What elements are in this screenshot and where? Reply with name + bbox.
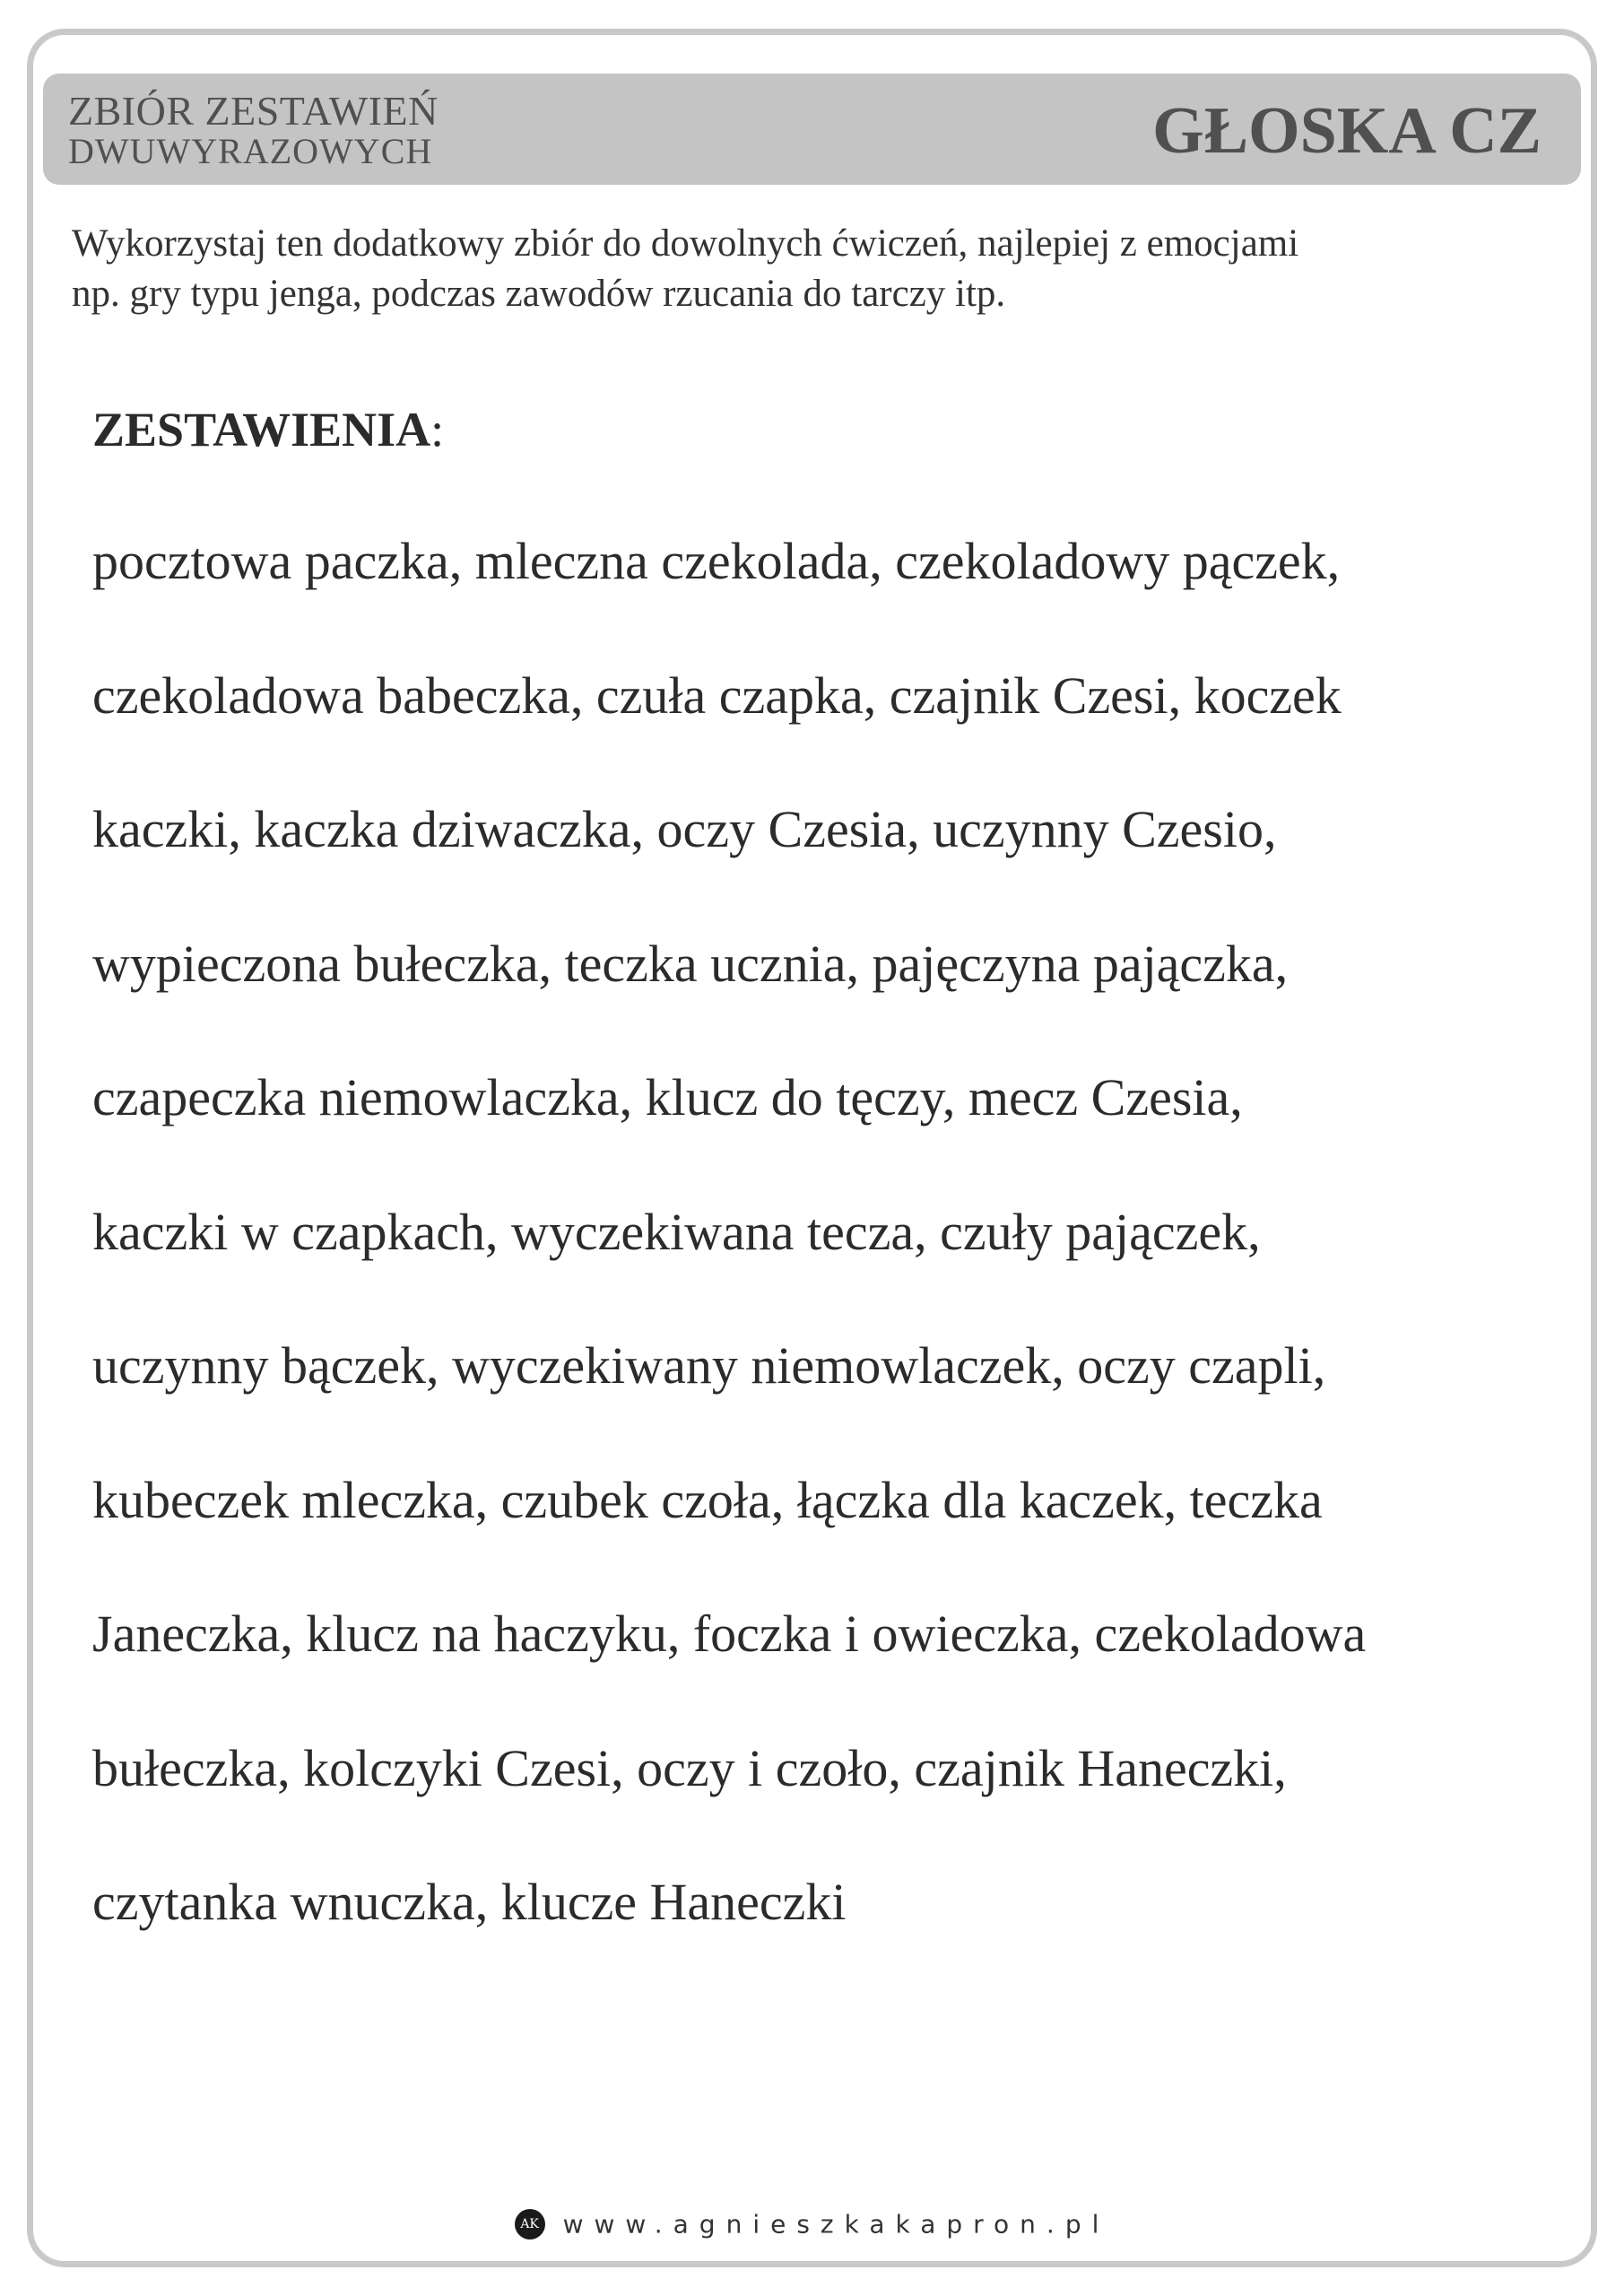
word-pairs-line: uczynny bączek, wyczekiwany niemowlaczek, oczy czapli, xyxy=(92,1336,1326,1395)
word-pairs-line: czytanka wnuczka, klucze Haneczki xyxy=(92,1873,847,1931)
section-heading xyxy=(92,402,444,457)
header-bar xyxy=(43,74,1581,185)
header-subtitle-line1: ZBIÓR ZESTAWIEŃ xyxy=(68,88,439,134)
brand-logo-icon: AK xyxy=(515,2209,545,2239)
word-pairs-line: bułeczka, kolczyki Czesi, oczy i czoło, czajnik Haneczki, xyxy=(92,1738,1287,1797)
intro-text xyxy=(72,219,1578,319)
section-heading-colon: : xyxy=(430,403,445,457)
word-pairs-line: wypieczona bułeczka, teczka ucznia, pajęczyna pajączka, xyxy=(92,934,1289,993)
intro-line1: Wykorzystaj ten dodatkowy zbiór do dowolnych ćwiczeń, najlepiej z emocjami xyxy=(72,222,1299,265)
word-pairs-line: kaczki w czapkach, wyczekiwana tecza, czuły pajączek, xyxy=(92,1202,1261,1261)
page-title: GŁOSKA CZ xyxy=(1152,94,1541,168)
footer-url: www.agnieszkakapron.pl xyxy=(562,2209,1110,2239)
word-pairs-list xyxy=(92,526,1581,2001)
word-pairs-line: kubeczek mleczka, czubek czoła, łączka dla kaczek, teczka xyxy=(92,1470,1323,1529)
word-pairs-line: kaczki, kaczka dziwaczka, oczy Czesia, uczynny Czesio, xyxy=(92,800,1277,858)
intro-line2: np. gry typu jenga, podczas zawodów rzucania do tarczy itp. xyxy=(72,273,1006,315)
word-pairs-line: pocztowa paczka, mleczna czekolada, czekoladowy pączek, xyxy=(92,532,1341,590)
header-subtitle-line2: DWUWYRAZOWYCH xyxy=(68,131,433,172)
word-pairs-line: Janeczka, klucz na haczyku, foczka i owieczka, czekoladowa xyxy=(92,1605,1367,1663)
word-pairs-line: czekoladowa babeczka, czuła czapka, czajnik Czesi, koczek xyxy=(92,665,1342,725)
section-heading-text: ZESTAWIENIA xyxy=(92,403,431,457)
word-pairs-line: czapeczka niemowlaczka, klucz do tęczy, mecz Czesia, xyxy=(92,1068,1243,1126)
footer xyxy=(0,2208,1624,2239)
header-subtitle xyxy=(68,90,439,170)
